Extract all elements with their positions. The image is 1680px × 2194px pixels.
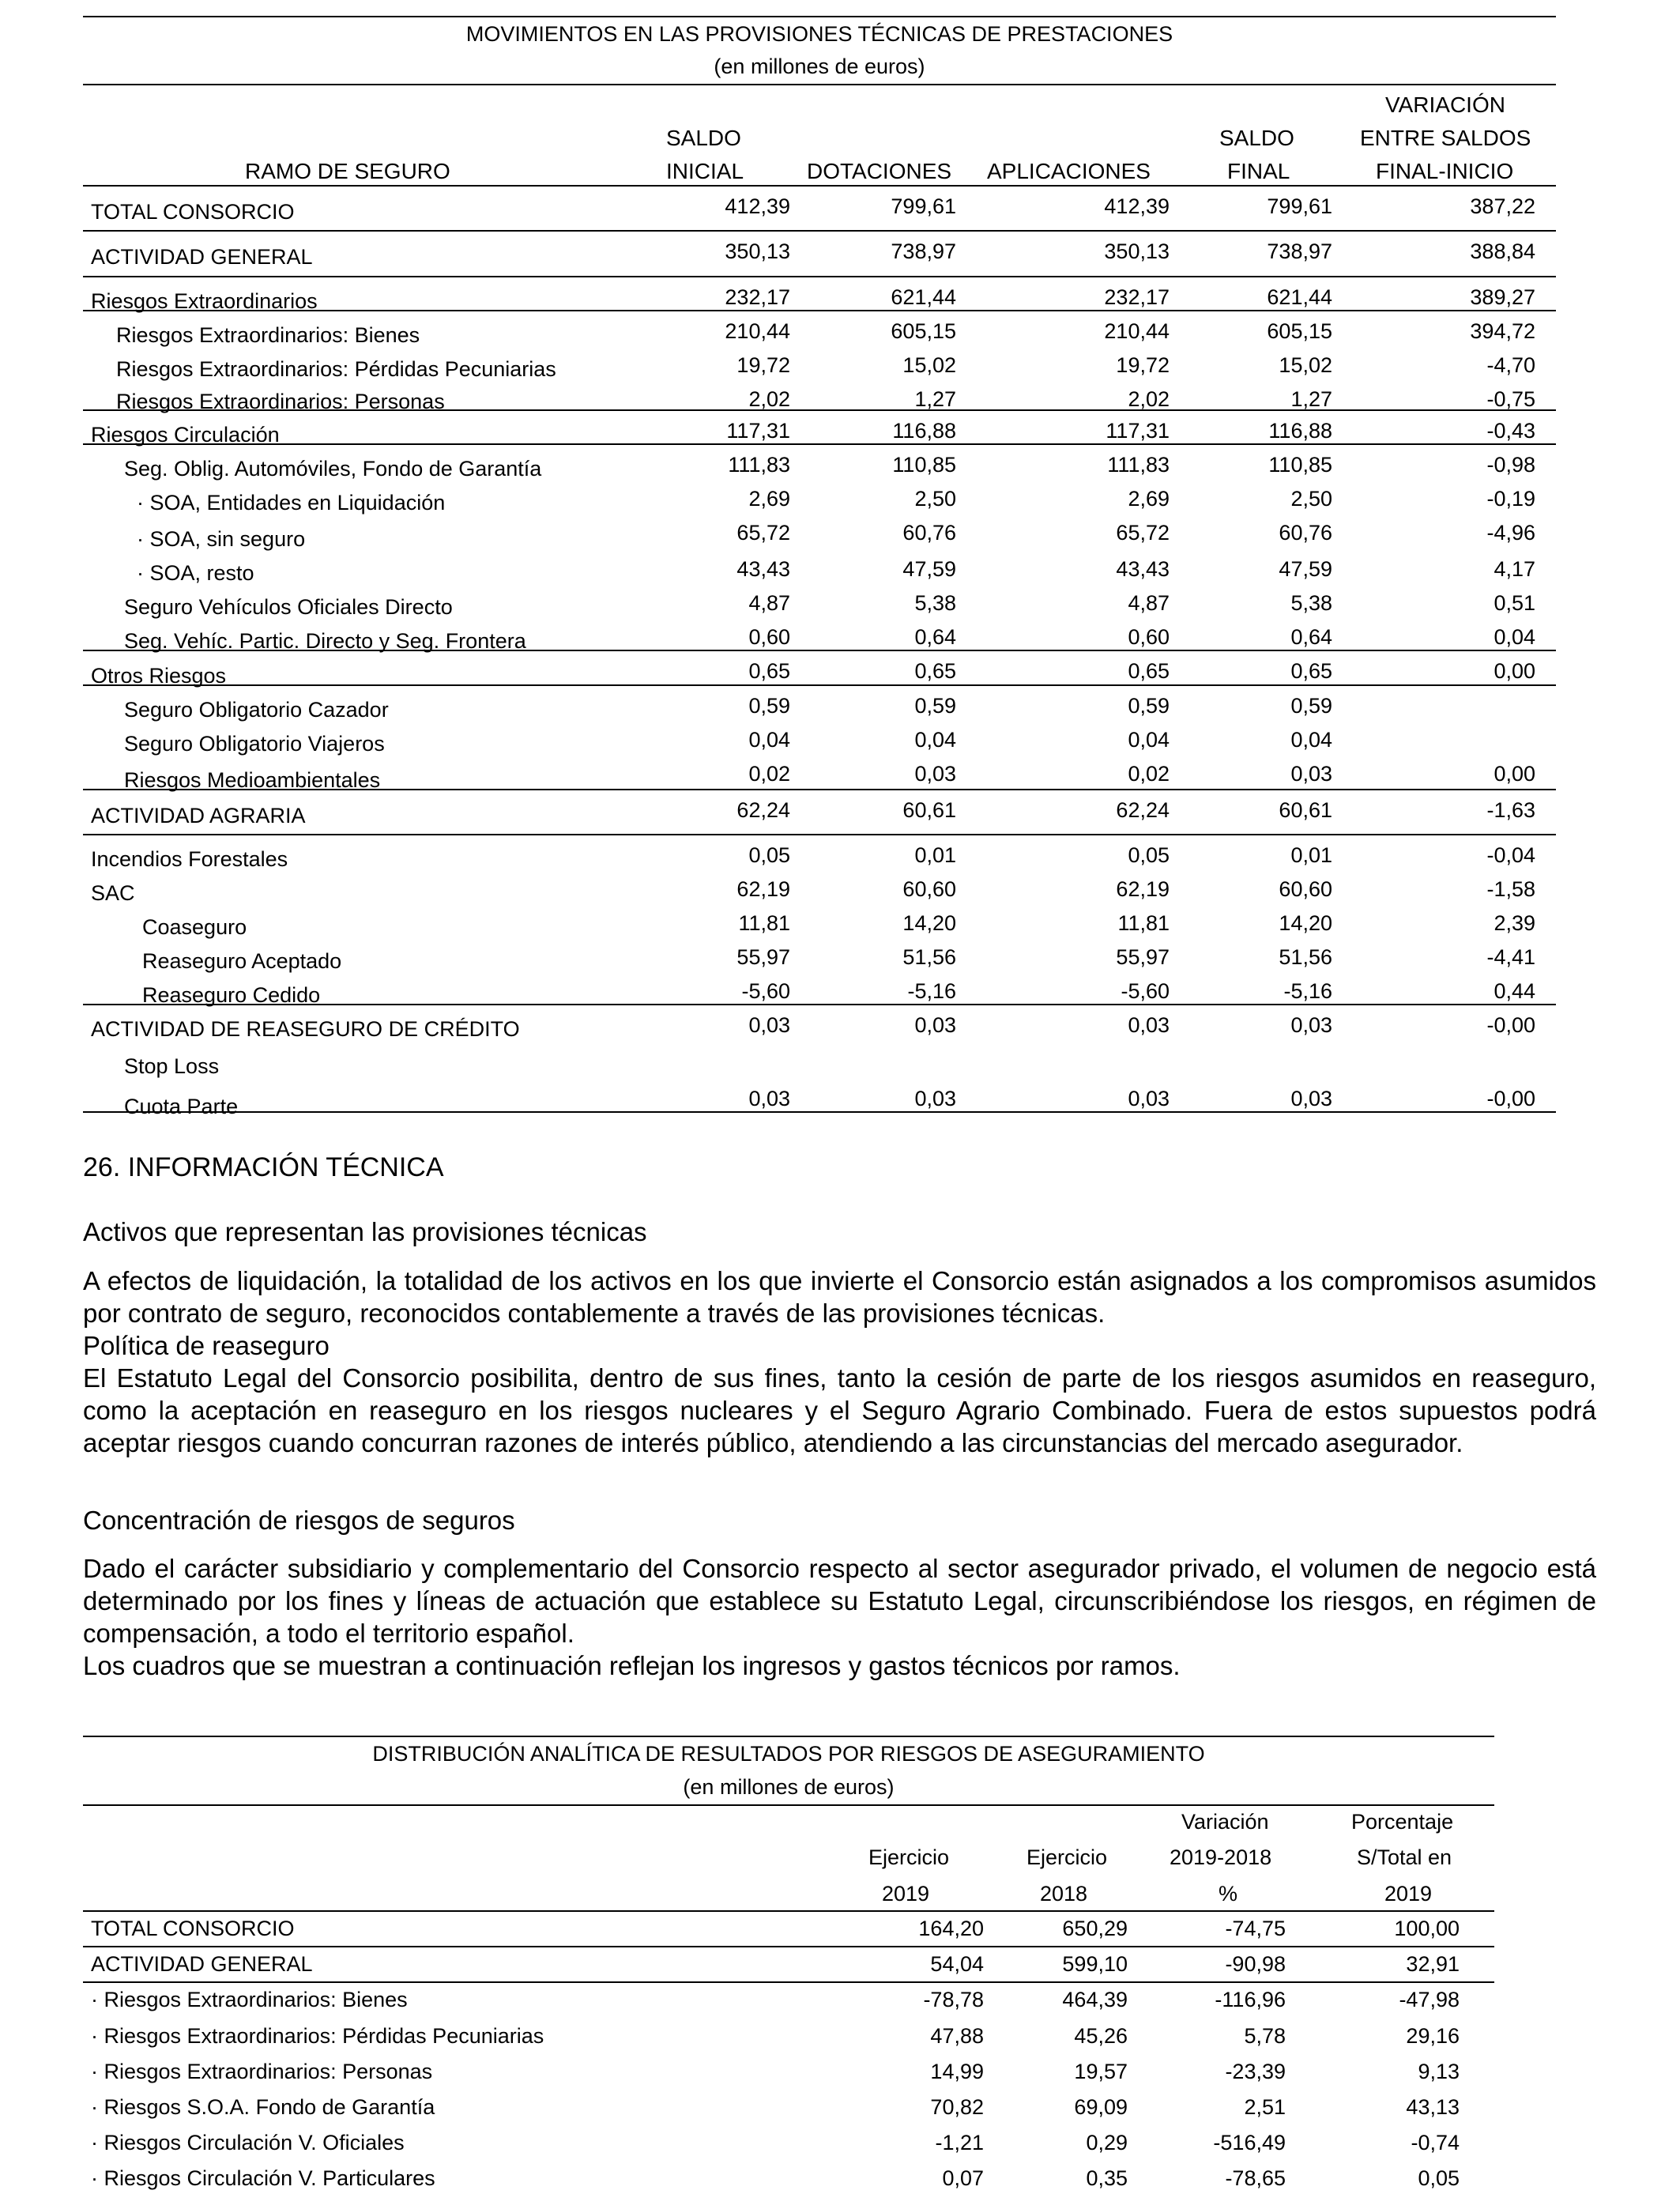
cell-value: 0,60 xyxy=(1128,625,1170,649)
table-row xyxy=(83,2055,1494,2090)
cell-value: 4,17 xyxy=(1494,557,1535,581)
header-pct-1: Porcentaje xyxy=(1351,1810,1454,1834)
cell-value: 2,02 xyxy=(1128,387,1170,411)
table-title: DISTRIBUCIÓN ANALÍTICA DE RESULTADOS POR RIESGOS DE ASEGURAMIENTO xyxy=(372,1742,1205,1766)
cell-value: 232,17 xyxy=(1104,285,1170,309)
cell-value: 60,61 xyxy=(1279,798,1332,822)
table-subtitle: (en millones de euros) xyxy=(714,55,925,78)
table-row xyxy=(83,232,1556,277)
cell-value: 100,00 xyxy=(1394,1917,1460,1940)
cell-value: 60,76 xyxy=(902,521,956,545)
cell-value: 1,27 xyxy=(1290,387,1332,411)
cell-value: 15,02 xyxy=(1279,353,1332,377)
cell-value: 117,31 xyxy=(726,419,790,443)
table-row xyxy=(83,2090,1494,2126)
cell-value: -0,19 xyxy=(1486,487,1535,511)
cell-value: 0,01 xyxy=(914,843,956,867)
table-row xyxy=(83,445,1556,479)
cell-value: 15,02 xyxy=(902,353,956,377)
cell-value: 0,04 xyxy=(748,728,790,752)
row-label: Seguro Obligatorio Viajeros xyxy=(124,732,385,756)
cell-value: 388,84 xyxy=(1470,239,1535,263)
cell-value: 47,59 xyxy=(1279,557,1332,581)
cell-value: 210,44 xyxy=(1104,319,1170,343)
cell-value: 0,02 xyxy=(1128,762,1170,786)
table-row xyxy=(83,583,1556,617)
cell-value: -78,78 xyxy=(923,1988,984,2011)
header-pct-2: S/Total en xyxy=(1357,1845,1452,1869)
cell-value: 0,59 xyxy=(1128,694,1170,718)
row-label: Seg. Oblig. Automóviles, Fondo de Garantía xyxy=(124,457,542,481)
row-label: ACTIVIDAD DE REASEGURO DE CRÉDITO xyxy=(91,1017,520,1041)
row-label: · Riesgos Circulación V. Particulares xyxy=(91,2166,435,2190)
cell-value: 0,01 xyxy=(1290,843,1332,867)
cell-value: 621,44 xyxy=(891,285,956,309)
cell-value: 60,60 xyxy=(902,877,956,901)
cell-value: 0,03 xyxy=(1128,1013,1170,1037)
cell-value: 164,20 xyxy=(918,1917,984,1940)
cell-value: 0,65 xyxy=(1290,659,1332,683)
cell-value: -0,04 xyxy=(1486,843,1535,867)
cell-value: 0,03 xyxy=(1290,762,1332,786)
table-row xyxy=(83,187,1556,232)
cell-value: 14,20 xyxy=(1279,911,1332,935)
subheading-concentracion: Concentración de riesgos de seguros xyxy=(83,1506,515,1535)
cell-value: 0,59 xyxy=(748,694,790,718)
cell-value: 2,50 xyxy=(914,487,956,511)
cell-value: 0,35 xyxy=(1086,2166,1128,2190)
cell-value: 29,16 xyxy=(1406,2024,1460,2048)
table-row xyxy=(83,277,1556,311)
cell-value: 389,27 xyxy=(1470,285,1535,309)
subheading-activos: Activos que representan las provisiones técnicas xyxy=(83,1217,647,1246)
cell-value: 232,17 xyxy=(725,285,790,309)
header-variacion-1: VARIACIÓN xyxy=(1385,92,1505,117)
table-row xyxy=(83,971,1556,1005)
cell-value: 0,03 xyxy=(1290,1013,1332,1037)
distribucion-table xyxy=(83,1736,1494,2190)
cell-value: 65,72 xyxy=(1116,521,1170,545)
row-label: ACTIVIDAD GENERAL xyxy=(91,245,313,269)
cell-value: 47,59 xyxy=(902,557,956,581)
cell-value: 19,72 xyxy=(736,353,790,377)
header-aplicaciones: APLICACIONES xyxy=(987,159,1151,183)
row-label: Riesgos Extraordinarios xyxy=(91,289,318,313)
paragraph-activos: A efectos de liquidación, la totalidad de los activos en los que invierte el Consorcio están asignados a los compromisos asumidos por contrato de seguro, reconocidos contablemente a través de las provisiones técnicas. xyxy=(83,1266,1596,1328)
header-saldo-final-2: FINAL xyxy=(1227,159,1290,183)
paragraph-concentracion: Dado el carácter subsidiario y complementario del Consorcio respecto al sector asegurador privado, el volumen de negocio está determinado por los fines y líneas de actuación que establece su Estatuto Legal, circunscribiéndose los riesgos, en régimen de compensación, a todo el territorio español. xyxy=(83,1554,1596,1648)
cell-value: -4,41 xyxy=(1486,945,1535,969)
header-var-2: 2019-2018 xyxy=(1170,1845,1272,1869)
cell-value: 2,69 xyxy=(748,487,790,511)
cell-value: 0,64 xyxy=(1290,625,1332,649)
cell-value: 9,13 xyxy=(1418,2060,1460,2083)
header-variacion-2: ENTRE SALDOS xyxy=(1360,126,1531,150)
cell-value: -23,39 xyxy=(1225,2060,1286,2083)
cell-value: 394,72 xyxy=(1470,319,1535,343)
cell-value: -47,98 xyxy=(1399,1988,1460,2011)
cell-value: 4,87 xyxy=(1128,591,1170,615)
cell-value: -74,75 xyxy=(1225,1917,1286,1940)
row-label: Stop Loss xyxy=(124,1054,220,1078)
row-label: · Riesgos Circulación V. Oficiales xyxy=(91,2131,405,2154)
table-row xyxy=(83,1079,1556,1118)
subheading-reaseguro: Política de reaseguro xyxy=(83,1331,330,1360)
cell-value: 0,04 xyxy=(1290,728,1332,752)
cell-value: 0,65 xyxy=(914,659,956,683)
cell-value: 111,83 xyxy=(1107,453,1170,477)
table-row xyxy=(83,686,1556,720)
cell-value: 4,87 xyxy=(748,591,790,615)
table-row xyxy=(83,2019,1494,2055)
cell-value: 0,03 xyxy=(1290,1087,1332,1110)
table-row xyxy=(83,720,1556,754)
cell-value: 0,64 xyxy=(914,625,956,649)
cell-value: 0,03 xyxy=(748,1013,790,1037)
cell-value: 117,31 xyxy=(1106,419,1170,443)
table-row xyxy=(83,1947,1494,1983)
header-ej2019-1: Ejercicio xyxy=(868,1845,950,1869)
cell-value: 0,03 xyxy=(748,1087,790,1110)
cell-value: 0,04 xyxy=(914,728,956,752)
cell-value: -0,75 xyxy=(1486,387,1535,411)
table-subtitle: (en millones de euros) xyxy=(683,1775,895,1799)
cell-value: 62,19 xyxy=(736,877,790,901)
cell-value: 350,13 xyxy=(1104,239,1170,263)
cell-value: -0,74 xyxy=(1411,2131,1460,2154)
cell-value: 70,82 xyxy=(930,2095,984,2119)
table-row xyxy=(83,754,1556,790)
cell-value: 387,22 xyxy=(1470,194,1535,218)
cell-value: 0,00 xyxy=(1494,659,1535,683)
cell-value: -4,70 xyxy=(1486,353,1535,377)
cell-value: -0,00 xyxy=(1486,1013,1535,1037)
cell-value: 0,04 xyxy=(1494,625,1535,649)
cell-value: 43,43 xyxy=(736,557,790,581)
cell-value: 0,60 xyxy=(748,625,790,649)
cell-value: 62,24 xyxy=(736,798,790,822)
row-label: Riesgos Medioambientales xyxy=(124,768,381,792)
cell-value: -5,60 xyxy=(741,979,790,1003)
header-ej2018-2: 2018 xyxy=(1040,1882,1088,1906)
row-label: Riesgos Circulación xyxy=(91,423,280,447)
table-row xyxy=(83,513,1556,549)
provisiones-table xyxy=(83,16,1556,1118)
cell-value: -516,49 xyxy=(1213,2131,1286,2154)
header-variacion-3: FINAL-INICIO xyxy=(1376,159,1514,183)
table-row xyxy=(83,2162,1494,2190)
row-label: TOTAL CONSORCIO xyxy=(91,1917,295,1940)
cell-value: -4,96 xyxy=(1486,521,1535,545)
table-title: MOVIMIENTOS EN LAS PROVISIONES TÉCNICAS DE PRESTACIONES xyxy=(465,22,1173,46)
cell-value: 55,97 xyxy=(1116,945,1170,969)
table-row xyxy=(83,2126,1494,2162)
cell-value: 14,99 xyxy=(930,2060,984,2083)
cell-value: 0,59 xyxy=(914,694,956,718)
table-row xyxy=(83,479,1556,513)
header-dotaciones: DOTACIONES xyxy=(807,159,952,183)
cell-value: 116,88 xyxy=(892,419,956,443)
cell-value: 799,61 xyxy=(1267,194,1332,218)
header-saldo-inicial-1: SALDO xyxy=(666,126,741,150)
cell-value: -90,98 xyxy=(1225,1952,1286,1976)
table-row xyxy=(83,311,1556,345)
cell-value: 55,97 xyxy=(736,945,790,969)
cell-value: 2,69 xyxy=(1128,487,1170,511)
cell-value: 650,29 xyxy=(1062,1917,1128,1940)
row-label: Otros Riesgos xyxy=(91,664,227,688)
cell-value: -5,60 xyxy=(1121,979,1170,1003)
paragraph-reaseguro: El Estatuto Legal del Consorcio posibilita, dentro de sus fines, tanto la cesión de parte de los riesgos asumidos en reaseguro, como la aceptación en reaseguro en los riesgos nucleares y el Seguro Agrario Combinado. Fuera de estos supuestos podrá aceptar riesgos cuando concurran razones de interés público, atendiendo a las circunstancias del mercado asegurador. xyxy=(83,1363,1596,1457)
cell-value: 62,19 xyxy=(1116,877,1170,901)
cell-value: 210,44 xyxy=(725,319,790,343)
row-label: Riesgos Extraordinarios: Pérdidas Pecuniarias xyxy=(116,357,556,381)
cell-value: -0,43 xyxy=(1486,419,1535,443)
cell-value: 0,44 xyxy=(1494,979,1535,1003)
cell-value: 1,27 xyxy=(914,387,956,411)
cell-value: -5,16 xyxy=(907,979,956,1003)
cell-value: 350,13 xyxy=(725,239,790,263)
cell-value: 2,51 xyxy=(1244,2095,1286,2119)
cell-value: 5,38 xyxy=(1290,591,1332,615)
table-header xyxy=(83,84,1556,187)
table-row xyxy=(83,549,1556,583)
cell-value: 60,60 xyxy=(1279,877,1332,901)
cell-value: 19,57 xyxy=(1074,2060,1128,2083)
row-label: ACTIVIDAD GENERAL xyxy=(91,1952,313,1976)
table-row xyxy=(83,651,1556,686)
table-row xyxy=(83,1983,1494,2019)
cell-value: 799,61 xyxy=(891,194,956,218)
cell-value: 0,07 xyxy=(942,2166,984,2190)
row-label: Incendios Forestales xyxy=(91,847,288,871)
cell-value: 0,03 xyxy=(1128,1087,1170,1110)
cell-value: 0,00 xyxy=(1494,762,1535,786)
cell-value: 51,56 xyxy=(1279,945,1332,969)
cell-value: 47,88 xyxy=(930,2024,984,2048)
table-row xyxy=(83,869,1556,903)
cell-value: 0,05 xyxy=(1418,2166,1460,2190)
row-label: SAC xyxy=(91,881,135,905)
section-heading: 26. INFORMACIÓN TÉCNICA xyxy=(83,1152,444,1182)
cell-value: 14,20 xyxy=(902,911,956,935)
row-label: Cuota Parte xyxy=(124,1095,239,1118)
cell-value: 738,97 xyxy=(891,239,956,263)
cell-value: 0,03 xyxy=(914,1087,956,1110)
table-body xyxy=(83,1912,1494,2190)
cell-value: 0,02 xyxy=(748,762,790,786)
cell-value: 0,05 xyxy=(748,843,790,867)
table-header xyxy=(83,1804,1494,1912)
header-pct-3: 2019 xyxy=(1384,1882,1433,1906)
cell-value: 111,83 xyxy=(728,453,790,477)
cell-value: -1,21 xyxy=(935,2131,984,2154)
cell-value: 464,39 xyxy=(1062,1988,1128,2011)
row-label: Seguro Obligatorio Cazador xyxy=(124,698,389,722)
cell-value: 0,03 xyxy=(914,762,956,786)
cell-value: 51,56 xyxy=(902,945,956,969)
header-ej2018-1: Ejercicio xyxy=(1026,1845,1108,1869)
cell-value: 19,72 xyxy=(1116,353,1170,377)
table-row xyxy=(83,835,1556,869)
cell-value: -0,00 xyxy=(1486,1087,1535,1110)
table-row xyxy=(83,379,1556,411)
cell-value: 0,65 xyxy=(748,659,790,683)
row-label: · SOA, resto xyxy=(137,561,254,585)
header-ej2019-2: 2019 xyxy=(882,1882,930,1906)
row-label: Seguro Vehículos Oficiales Directo xyxy=(124,595,453,619)
cell-value: 69,09 xyxy=(1074,2095,1128,2119)
cell-value: 65,72 xyxy=(736,521,790,545)
row-label: Seg. Vehíc. Partic. Directo y Seg. Frontera xyxy=(124,629,526,653)
cell-value: 60,76 xyxy=(1279,521,1332,545)
table-row xyxy=(83,1912,1494,1947)
row-label: Riesgos Extraordinarios: Bienes xyxy=(116,323,420,347)
header-var-3: % xyxy=(1219,1882,1238,1906)
row-label: ACTIVIDAD AGRARIA xyxy=(91,804,306,827)
table-row xyxy=(83,903,1556,937)
row-label: TOTAL CONSORCIO xyxy=(91,200,295,224)
cell-value: 2,39 xyxy=(1494,911,1535,935)
row-label: · Riesgos Extraordinarios: Bienes xyxy=(91,1988,408,2011)
row-label: Reaseguro Cedido xyxy=(142,983,321,1007)
cell-value: 0,59 xyxy=(1290,694,1332,718)
cell-value: -1,63 xyxy=(1486,798,1535,822)
cell-value: 0,29 xyxy=(1086,2131,1128,2154)
cell-value: 43,43 xyxy=(1116,557,1170,581)
header-var-1: Variación xyxy=(1181,1810,1269,1834)
header-saldo-inicial-2: INICIAL xyxy=(666,159,744,183)
row-label: · Riesgos Extraordinarios: Personas xyxy=(91,2060,433,2083)
cell-value: 2,02 xyxy=(748,387,790,411)
cell-value: 0,51 xyxy=(1494,591,1535,615)
cell-value: 54,04 xyxy=(930,1952,984,1976)
cell-value: 605,15 xyxy=(1267,319,1332,343)
cell-value: 0,05 xyxy=(1128,843,1170,867)
cell-value: -116,96 xyxy=(1215,1988,1286,2011)
cell-value: 5,38 xyxy=(914,591,956,615)
cell-value: 43,13 xyxy=(1406,2095,1460,2119)
table-row xyxy=(83,617,1556,651)
table-row xyxy=(83,1005,1556,1039)
row-label: Riesgos Extraordinarios: Personas xyxy=(116,390,445,413)
cell-value: 62,24 xyxy=(1116,798,1170,822)
table-row xyxy=(83,790,1556,835)
cell-value: 0,03 xyxy=(914,1013,956,1037)
cell-value: 412,39 xyxy=(725,194,790,218)
row-label: Coaseguro xyxy=(142,915,247,939)
cell-value: -0,98 xyxy=(1486,453,1535,477)
table-row xyxy=(83,411,1556,445)
row-label: · Riesgos S.O.A. Fondo de Garantía xyxy=(91,2095,435,2119)
table-row xyxy=(83,1039,1556,1079)
row-label: · SOA, Entidades en Liquidación xyxy=(137,491,446,515)
cell-value: -1,58 xyxy=(1486,877,1535,901)
cell-value: -5,16 xyxy=(1283,979,1332,1003)
table-row xyxy=(83,937,1556,971)
cell-value: 412,39 xyxy=(1104,194,1170,218)
row-label: Reaseguro Aceptado xyxy=(142,949,342,973)
table-row xyxy=(83,345,1556,379)
header-ramo: RAMO DE SEGURO xyxy=(245,159,450,183)
row-label: · Riesgos Extraordinarios: Pérdidas Pecuniarias xyxy=(91,2024,544,2048)
cell-value: 5,78 xyxy=(1244,2024,1286,2048)
cell-value: -78,65 xyxy=(1225,2166,1286,2190)
cell-value: 0,65 xyxy=(1128,659,1170,683)
paragraph-cuadros: Los cuadros que se muestran a continuación reflejan los ingresos y gastos técnicos por ramos. xyxy=(83,1651,1181,1680)
cell-value: 599,10 xyxy=(1062,1952,1128,1976)
table-body xyxy=(83,187,1556,1118)
cell-value: 11,81 xyxy=(738,911,790,935)
row-label: · SOA, sin seguro xyxy=(137,527,306,551)
cell-value: 11,81 xyxy=(1117,911,1170,935)
cell-value: 116,88 xyxy=(1268,419,1332,443)
cell-value: 32,91 xyxy=(1406,1952,1460,1976)
cell-value: 0,04 xyxy=(1128,728,1170,752)
cell-value: 738,97 xyxy=(1267,239,1332,263)
cell-value: 110,85 xyxy=(1268,453,1332,477)
cell-value: 2,50 xyxy=(1290,487,1332,511)
cell-value: 60,61 xyxy=(902,798,956,822)
cell-value: 110,85 xyxy=(892,453,956,477)
cell-value: 605,15 xyxy=(891,319,956,343)
cell-value: 621,44 xyxy=(1267,285,1332,309)
cell-value: 45,26 xyxy=(1074,2024,1128,2048)
header-saldo-final-1: SALDO xyxy=(1219,126,1294,150)
